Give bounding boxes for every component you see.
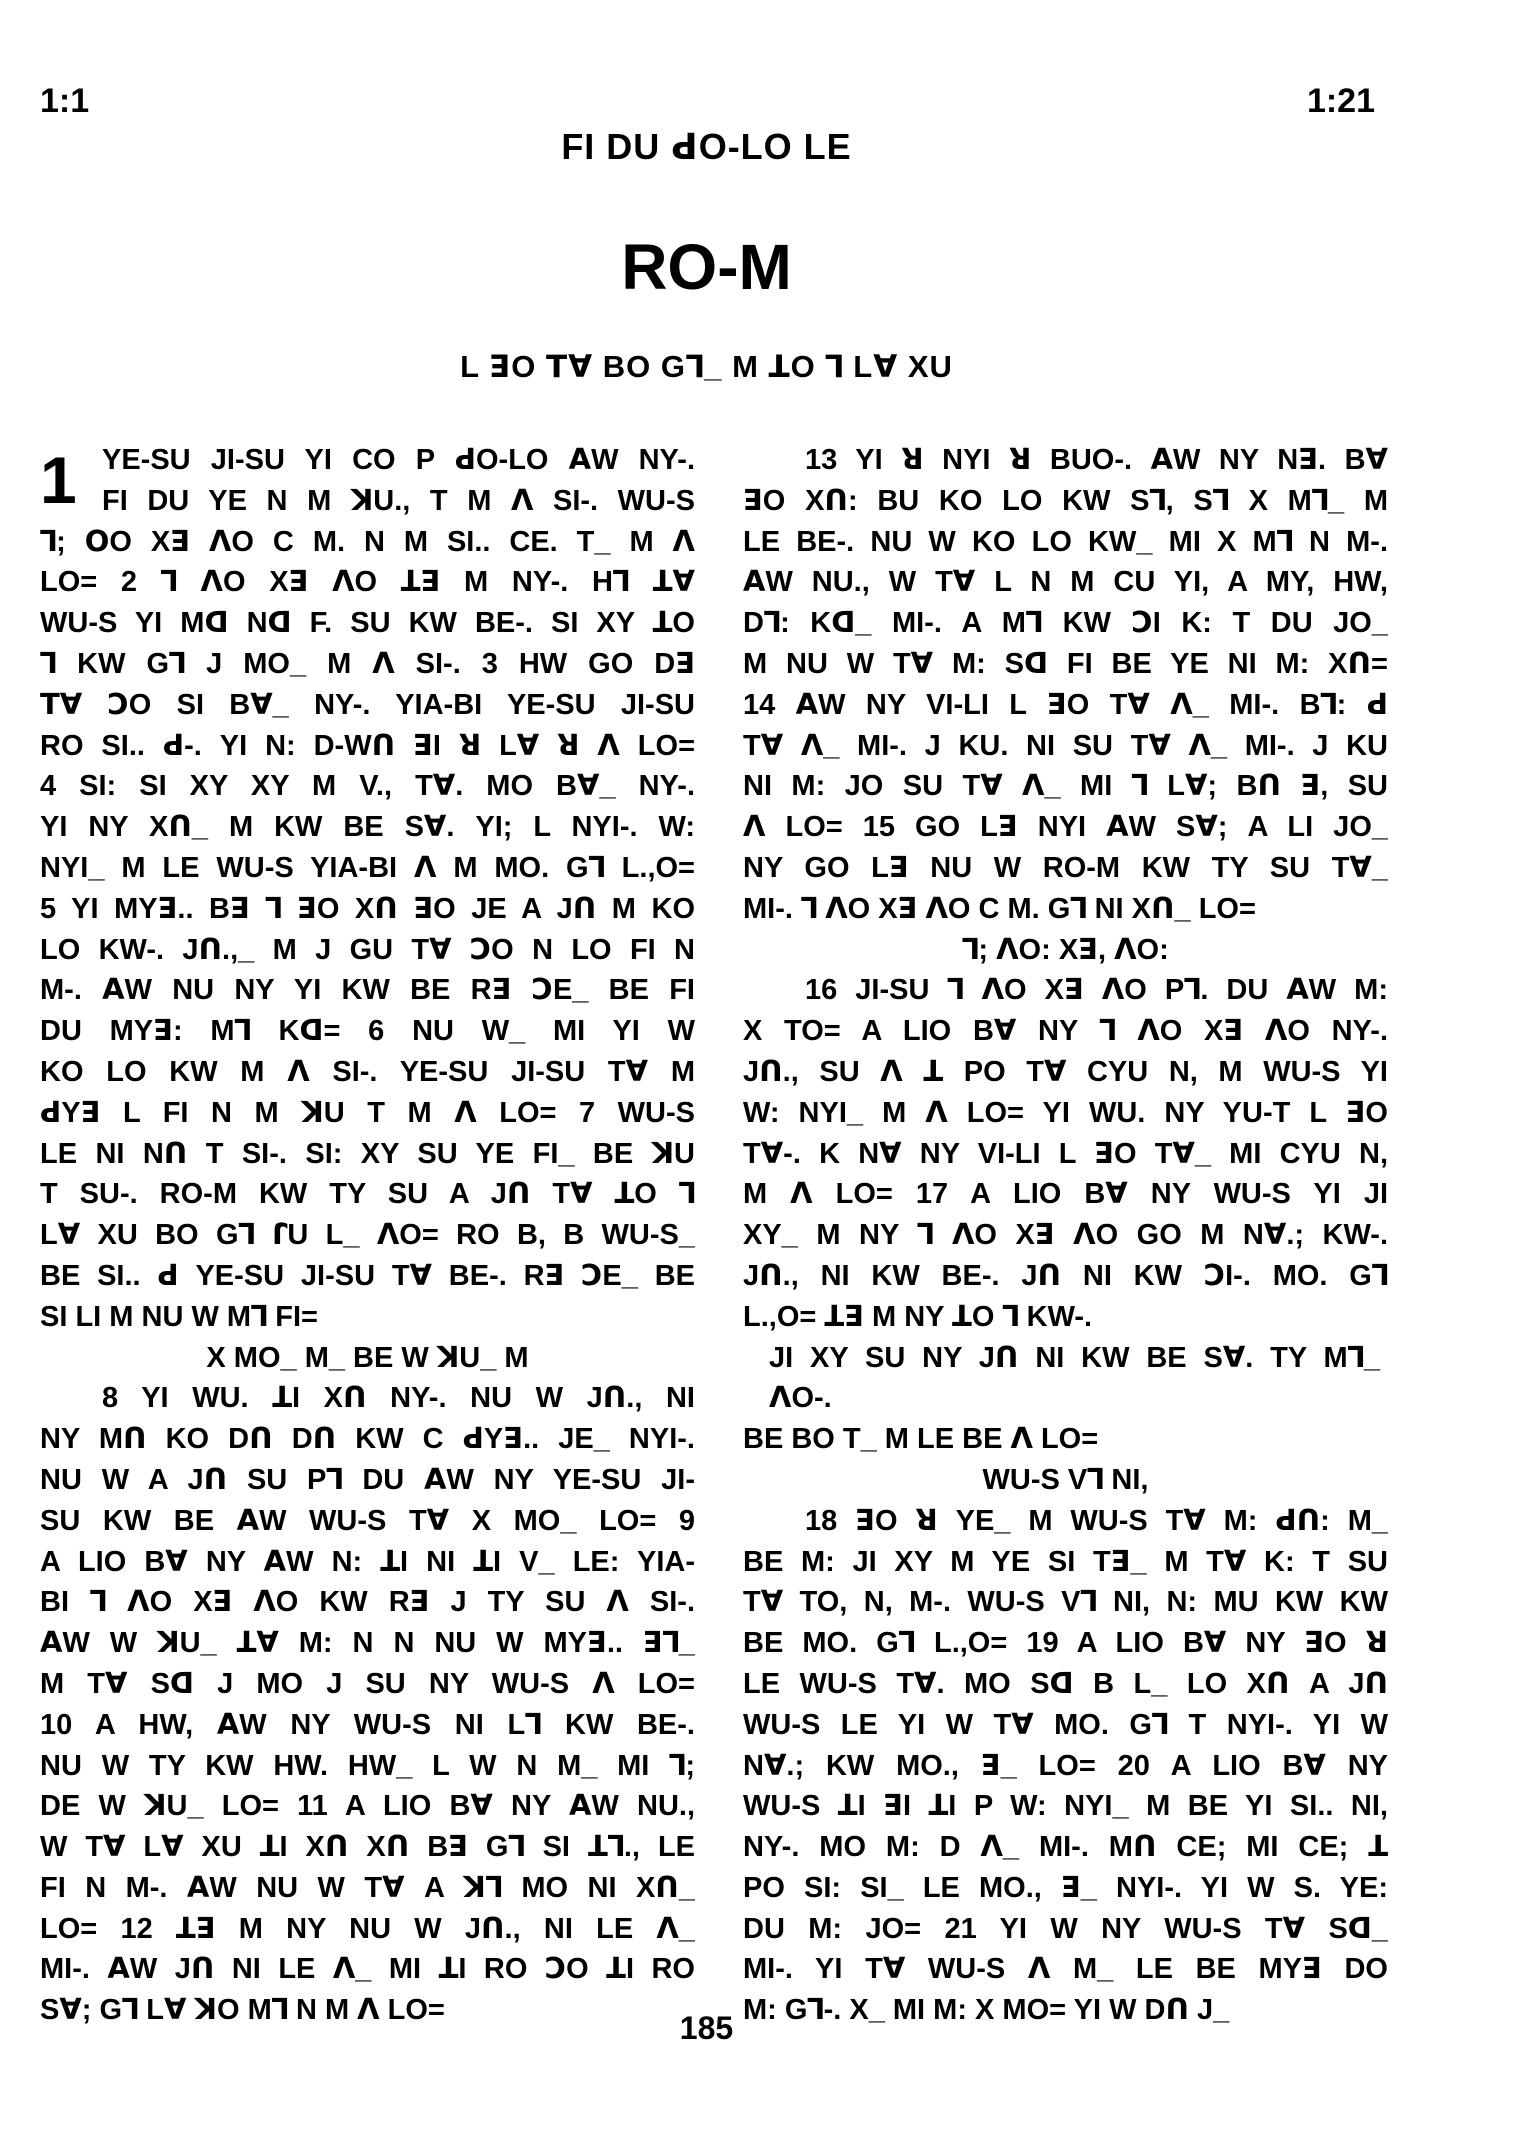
- text-line: M-. ꓮW NU NY YI KW BE Rꓱ ꓛE_ BE FI: [40, 974, 695, 1007]
- text-line: SI LI M NU W Mꓶ FI=: [40, 1300, 318, 1333]
- text-line: BE M: JI XY M YE SI Tꓱ_ M Tꓯ K: T SU: [743, 1545, 1388, 1578]
- text-line: MI-. ꓮW Jꓵ NI LE ꓥ_ MI ꓕI RO ꓛO ꓕI RO: [40, 1953, 695, 1986]
- text-line: DE W ꓘU_ LO= 11 A LIO Bꓯ NY ꓮW NU.,: [40, 1790, 695, 1823]
- text-line: Jꓵ., NI KW BE-. Jꓵ NI KW ꓛI-. MO. Gꓶ: [743, 1259, 1388, 1292]
- text-line: Tꓯ-. K Nꓯ NY VI-LI L ꓱO Tꓯ_ MI CYU N,: [743, 1137, 1388, 1170]
- section-heading: WU-S Vꓶ NI,: [982, 1463, 1149, 1496]
- chapter-drop-cap: 1: [40, 443, 77, 517]
- text-line: LO KW-. Jꓵ.,_ M J GU Tꓯ ꓛO N LO FI N: [40, 933, 695, 966]
- text-line: NU W A Jꓵ SU Pꓶ DU ꓮW NY YE-SU JI-: [40, 1463, 695, 1496]
- page-number: 185: [679, 2010, 734, 2046]
- text-line: ꓒYꓱ L FI N M ꓘU T M ꓥ LO= 7 WU-S: [40, 1096, 695, 1129]
- text-line: NI M: JO SU Tꓯ ꓥ_ MI ꓶ Lꓯ; Bꓵ ꓱ, SU: [743, 770, 1388, 803]
- text-line: XY_ M NY ꓶ ꓥO Xꓱ ꓥO GO M Nꓯ.; KW-.: [743, 1219, 1388, 1252]
- text-line: BE SI.. ꓒ YE-SU JI-SU Tꓯ BE-. Rꓱ ꓛE_ BE: [40, 1259, 695, 1292]
- text-line: W Tꓯ Lꓯ XU ꓕI Xꓵ Xꓵ Bꓱ Gꓶ SI ꓕꓶ., LE: [40, 1831, 695, 1864]
- text-line: FI DU YE N M ꓘU., T M ꓥ SI-. WU-S: [102, 484, 695, 517]
- text-line: Lꓯ XU BO Gꓶ ꓩU L_ ꓥO= RO B, B WU-S_: [40, 1219, 695, 1252]
- section-heading: X MO_ M_ BE W ꓘU_ M: [206, 1341, 529, 1374]
- text-line: WU-S YI Mꓷ Nꓷ F. SU KW BE-. SI XY ꓕO: [40, 607, 695, 640]
- text-line: Tꓯ ꓥ_ MI-. J KU. NI SU Tꓯ ꓥ_ MI-. J KU: [743, 729, 1388, 762]
- text-line: ꓱO Xꓵ: BU KO LO KW Sꓶ, Sꓶ X Mꓶ_ M: [743, 484, 1388, 517]
- text-line: JI XY SU NY Jꓵ NI KW BE Sꓯ. TY Mꓶ_: [769, 1341, 1380, 1374]
- text-line: DU MYꓱ: Mꓶ Kꓷ= 6 NU W_ MI YI W: [40, 1015, 695, 1048]
- text-line: BE MO. Gꓶ L.,O= 19 A LIO Bꓯ NY ꓱO ꓤ: [743, 1627, 1388, 1660]
- text-line: M Tꓯ Sꓷ J MO J SU NY WU-S ꓥ LO=: [40, 1667, 695, 1700]
- text-line: RO SI.. ꓒ-. YI N: D-Wꓵ ꓱI ꓤ Lꓯ ꓤ ꓥ LO=: [40, 729, 695, 762]
- text-line: M NU W Tꓯ M: Sꓷ FI BE YE NI M: Xꓵ=: [743, 647, 1388, 680]
- chapter-verse-end: 1:21: [1306, 82, 1375, 120]
- left-column: [40, 440, 695, 2031]
- text-line: ꓔꓯ ꓛO SI Bꓯ_ NY-. YIA-BI YE-SU JI-SU: [40, 688, 695, 721]
- chapter-verse-start: 1:1: [40, 82, 90, 120]
- text-line: Dꓶ: Kꓷ_ MI-. A Mꓶ KW ꓛI K: T DU JO_: [743, 607, 1388, 640]
- book-name: RO-M: [621, 231, 792, 303]
- text-line: ꓶ KW Gꓶ J MO_ M ꓥ SI-. 3 HW GO Dꓱ: [40, 647, 695, 680]
- text-line: X TO= A LIO Bꓯ NY ꓶ ꓥO Xꓱ ꓥO NY-.: [743, 1015, 1388, 1048]
- text-line: KO LO KW M ꓥ SI-. YE-SU JI-SU Tꓯ M: [40, 1055, 695, 1088]
- text-line: Jꓵ., SU ꓥ ꓕ PO Tꓯ CYU N, M WU-S YI: [743, 1055, 1388, 1088]
- text-line: LO= 2 ꓶ ꓥO Xꓱ ꓥO ꓕꓱ M NY-. Hꓶ ꓕꓯ: [40, 566, 695, 599]
- text-line: NY-. MO M: D ꓥ_ MI-. Mꓵ CE; MI CE; ꓕ: [743, 1831, 1388, 1864]
- page-title: FI DU ꓒO-LO LE: [561, 126, 852, 167]
- text-line: L.,O= ꓕꓱ M NY ꓕO ꓶ KW-.: [743, 1300, 1093, 1333]
- text-line: NYI_ M LE WU-S YIA-BI ꓥ M MO. Gꓶ L.,O=: [40, 851, 695, 884]
- text-line: M ꓥ LO= 17 A LIO Bꓯ NY WU-S YI JI: [743, 1178, 1388, 1211]
- book-subtitle: L ꓱO ꓔꓯ BO Gꓶ_ M ꓕO ꓶ Lꓯ XU: [460, 349, 953, 384]
- text-line: ꓥ LO= 15 GO Lꓱ NYI ꓮW Sꓯ; A LI JO_: [743, 811, 1388, 844]
- text-line: Nꓯ.; KW MO., ꓱ_ LO= 20 A LIO Bꓯ NY: [743, 1749, 1388, 1782]
- text-line: ꓥO-.: [769, 1382, 832, 1415]
- text-line: 16 JI-SU ꓶ ꓥO Xꓱ ꓥO Pꓶ. DU ꓮW M:: [805, 974, 1388, 1007]
- text-line: MI-. ꓶ ꓥO Xꓱ ꓥO C M. Gꓶ NI Xꓵ_ LO=: [743, 892, 1256, 925]
- text-line: M: Gꓶ-. X_ MI M: X MO= YI W Dꓵ J_: [743, 1994, 1230, 2027]
- right-column: [743, 440, 1388, 2031]
- text-line: Tꓯ TO, N, M-. WU-S Vꓶ NI, N: MU KW KW: [743, 1586, 1388, 1619]
- text-line: 18 ꓱO ꓤ YE_ M WU-S Tꓯ M: ꓒꓵ: M_: [805, 1504, 1388, 1537]
- text-line: T SU-. RO-M KW TY SU A Jꓵ Tꓯ ꓕO ꓶ: [40, 1178, 695, 1211]
- text-line: MI-. YI Tꓯ WU-S ꓥ M_ LE BE MYꓱ DO: [743, 1953, 1388, 1986]
- text-line: ꓮW NU., W Tꓯ L N M CU YI, A MY, HW,: [743, 566, 1388, 599]
- text-line: WU-S LE YI W Tꓯ MO. Gꓶ T NYI-. YI W: [743, 1708, 1388, 1741]
- text-line: NY GO Lꓱ NU W RO-M KW TY SU Tꓯ_: [743, 851, 1388, 884]
- text-line: 14 ꓮW NY VI-LI L ꓱO Tꓯ ꓥ_ MI-. Bꓶ: ꓒ: [743, 688, 1388, 721]
- text-line: SU KW BE ꓮW WU-S Tꓯ X MO_ LO= 9: [40, 1504, 695, 1537]
- text-line: 4 SI: SI XY XY M V., Tꓯ. MO Bꓯ_ NY-.: [40, 770, 695, 803]
- text-line: 10 A HW, ꓮW NY WU-S NI Lꓶ KW BE-.: [40, 1708, 695, 1741]
- text-line: BI ꓶ ꓥO Xꓱ ꓥO KW Rꓱ J TY SU ꓥ SI-.: [40, 1586, 695, 1619]
- text-line: W: NYI_ M ꓥ LO= YI WU. NY YU-T L ꓱO: [743, 1096, 1388, 1129]
- text-line: ꓶ; ꓳO Xꓱ ꓥO C M. N M SI.. CE. T_ M ꓥ: [40, 525, 695, 558]
- text-line: Sꓯ; Gꓶ Lꓯ ꓘO Mꓶ N M ꓥ LO=: [40, 1994, 445, 2027]
- text-line: LE NI Nꓵ T SI-. SI: XY SU YE FI_ BE ꓘU: [40, 1137, 695, 1170]
- text-line: LO= 12 ꓕꓱ M NY NU W Jꓵ., NI LE ꓥ_: [40, 1912, 695, 1945]
- text-line: 8 YI WU. ꓕI Xꓵ NY-. NU W Jꓵ., NI: [102, 1382, 695, 1415]
- text-line: NU W TY KW HW. HW_ L W N M_ MI ꓶ;: [40, 1749, 695, 1782]
- text-line: NY Mꓵ KO Dꓵ Dꓵ KW C ꓒYꓱ.. JE_ NYI-.: [40, 1423, 695, 1456]
- text-line: WU-S ꓕI ꓱI ꓕI P W: NYI_ M BE YI SI.. NI,: [743, 1790, 1388, 1823]
- text-line: PO SI: SI_ LE MO., ꓱ_ NYI-. YI W S. YE:: [743, 1871, 1388, 1904]
- text-line: 13 YI ꓤ NYI ꓤ BUO-. ꓮW NY Nꓱ. Bꓯ: [805, 444, 1388, 476]
- text-line: 5 YI MYꓱ.. Bꓱ ꓶ ꓱO Xꓵ ꓱO JE A Jꓵ M KO: [40, 892, 695, 925]
- text-line: BE BO T_ M LE BE ꓥ LO=: [743, 1423, 1099, 1456]
- text-line: YE-SU JI-SU YI CO P ꓒO-LO ꓮW NY-.: [102, 444, 695, 476]
- text-line: LE BE-. NU W KO LO KW_ MI X Mꓶ N M-.: [743, 525, 1388, 558]
- text-line: ꓮW W ꓘU_ ꓕꓯ M: N N NU W MYꓱ.. ꓱꓶ_: [40, 1627, 695, 1660]
- text-line: LE WU-S Tꓯ. MO Sꓷ B L_ LO Xꓵ A Jꓵ: [743, 1667, 1388, 1700]
- text-line: FI N M-. ꓮW NU W Tꓯ A ꓘꓶ MO NI Xꓵ_: [40, 1871, 695, 1904]
- section-heading: ꓶ; ꓥO: Xꓱ, ꓥO:: [962, 933, 1169, 966]
- text-line: DU M: JO= 21 YI W NY WU-S Tꓯ Sꓷ_: [743, 1912, 1388, 1945]
- text-line: YI NY Xꓵ_ M KW BE Sꓯ. YI; L NYI-. W:: [40, 811, 695, 844]
- text-line: A LIO Bꓯ NY ꓮW N: ꓕI NI ꓕI V_ LE: YIA-: [40, 1545, 695, 1578]
